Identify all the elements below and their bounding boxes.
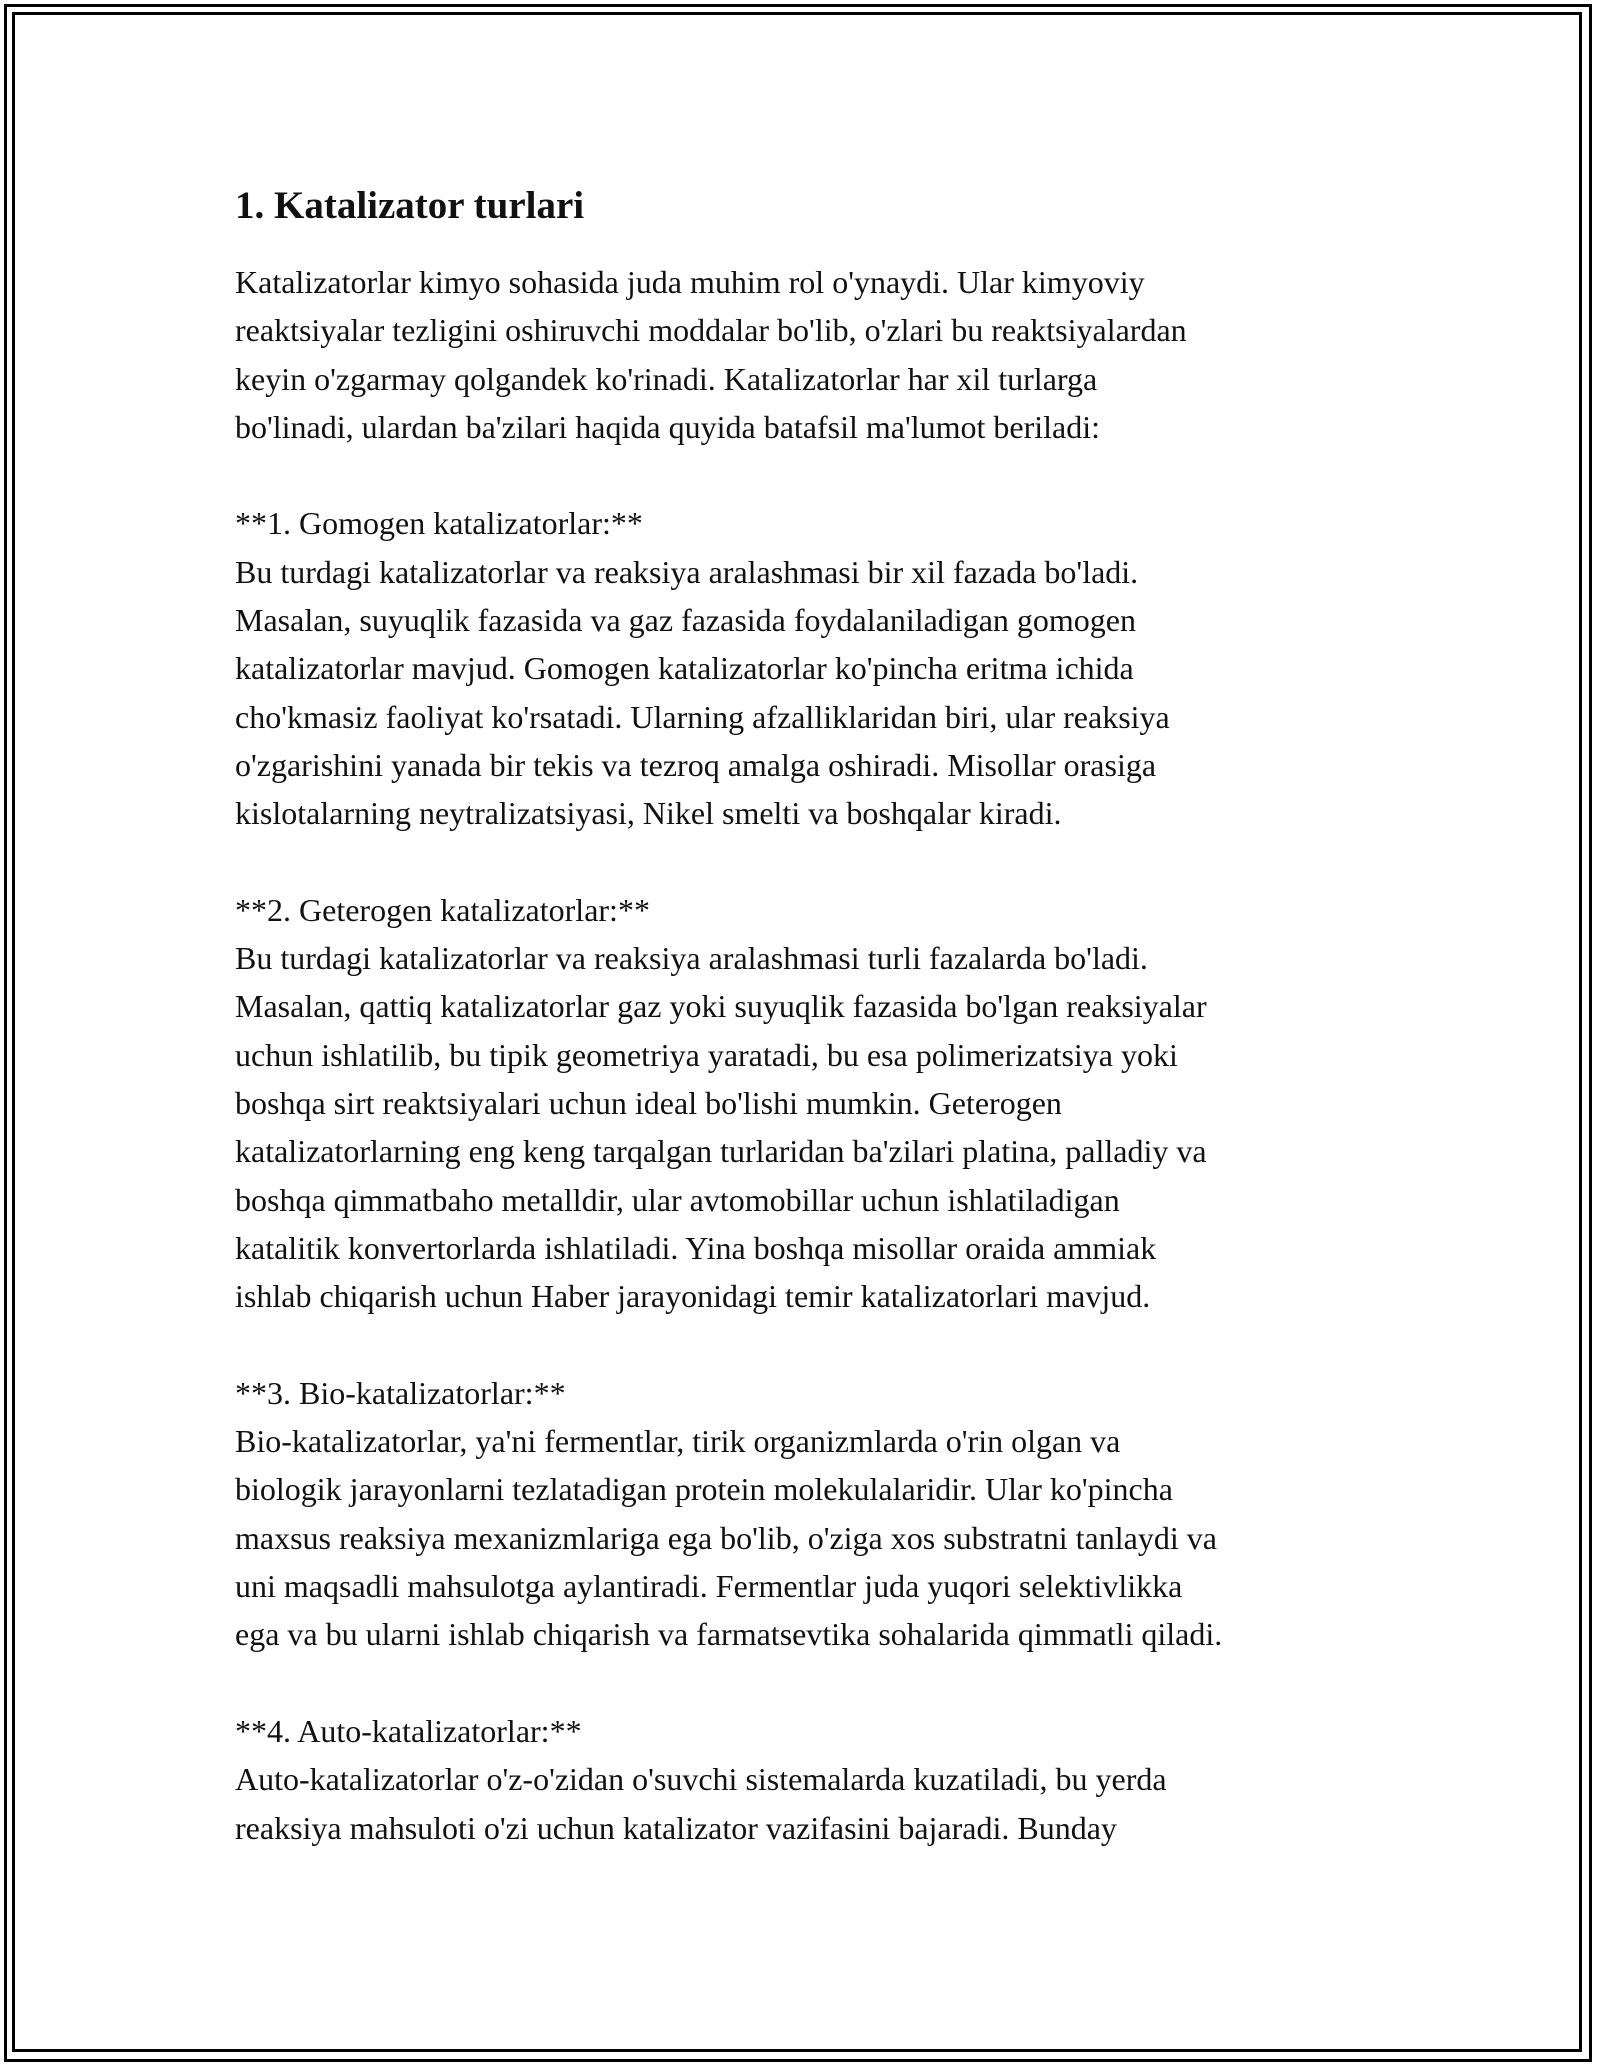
- section-heading: **4. Auto-katalizatorlar:**: [235, 1712, 582, 1749]
- section-gomogen: [235, 499, 1415, 837]
- text-line: uni maqsadli mahsulotga aylantiradi. Fermentlar juda yuqori selektivlikka: [235, 1568, 1183, 1605]
- section-geterogen: [235, 886, 1415, 1321]
- text-line: cho'kmasiz faoliyat ko'rsatadi. Ularning afzalliklaridan biri, ular reaksiya: [235, 698, 1170, 735]
- text-line: biologik jarayonlarni tezlatadigan protein molekulalaridir. Ular ko'pincha: [235, 1471, 1173, 1508]
- text-line: keyin o'zgarmay qolgandek ko'rinadi. Katalizatorlar har xil turlarga: [235, 360, 1098, 397]
- text-line: katalizatorlar mavjud. Gomogen katalizatorlar ko'pincha eritma ichida: [235, 650, 1134, 687]
- text-line: bo'linadi, ulardan ba'zilari haqida quyida batafsil ma'lumot beriladi:: [235, 408, 1101, 445]
- section-heading: **2. Geterogen katalizatorlar:**: [235, 891, 650, 928]
- intro-paragraph: [235, 258, 1415, 451]
- text-line: reaktsiyalar tezligini oshiruvchi moddalar bo'lib, o'zlari bu reaktsiyalardan: [235, 312, 1187, 349]
- text-line: katalizatorlarning eng keng tarqalgan turlaridan ba'zilari platina, palladiy va: [235, 1133, 1207, 1170]
- text-line: Bio-katalizatorlar, ya'ni fermentlar, tirik organizmlarda o'rin olgan va: [235, 1423, 1121, 1460]
- text-line: Bu turdagi katalizatorlar va reaksiya aralashmasi bir xil fazada bo'ladi.: [235, 553, 1139, 590]
- text-line: katalitik konvertorlarda ishlatiladi. Yina boshqa misollar oraida ammiak: [235, 1229, 1157, 1266]
- text-line: o'zgarishini yanada bir tekis va tezroq amalga oshiradi. Misollar orasiga: [235, 746, 1157, 783]
- paragraph-gap: [235, 838, 1415, 886]
- text-line: boshqa sirt reaktsiyalari uchun ideal bo'lishi mumkin. Geterogen: [235, 1085, 1062, 1122]
- text-line: ishlab chiqarish uchun Haber jarayonidagi temir katalizatorlari mavjud.: [235, 1278, 1151, 1315]
- section-auto: [235, 1707, 1415, 1852]
- text-line: Bu turdagi katalizatorlar va reaksiya aralashmasi turli fazalarda bo'ladi.: [235, 940, 1148, 977]
- text-line: uchun ishlatilib, bu tipik geometriya yaratadi, bu esa polimerizatsiya yoki: [235, 1036, 1178, 1073]
- section-heading: **1. Gomogen katalizatorlar:**: [235, 505, 643, 542]
- text-line: Auto-katalizatorlar o'z-o'zidan o'suvchi sistemalarda kuzatiladi, bu yerda: [235, 1761, 1167, 1798]
- section-bio: [235, 1369, 1415, 1659]
- paragraph-gap: [235, 451, 1415, 499]
- text-line: Masalan, suyuqlik fazasida va gaz fazasida foydalaniladigan gomogen: [235, 602, 1136, 639]
- document-body: [235, 182, 1415, 1852]
- paragraph-gap: [235, 1659, 1415, 1707]
- text-line: boshqa qimmatbaho metalldir, ular avtomobillar uchun ishlatiladigan: [235, 1181, 1120, 1218]
- text-line: Masalan, qattiq katalizatorlar gaz yoki suyuqlik fazasida bo'lgan reaksiyalar: [235, 988, 1207, 1025]
- text-line: reaksiya mahsuloti o'zi uchun katalizator vazifasini bajaradi. Bunday: [235, 1809, 1117, 1846]
- text-line: kislotalarning neytralizatsiyasi, Nikel smelti va boshqalar kiradi.: [235, 795, 1062, 832]
- paragraph-gap: [235, 1321, 1415, 1369]
- section-heading: **3. Bio-katalizatorlar:**: [235, 1374, 566, 1411]
- text-line: ega va bu ularni ishlab chiqarish va farmatsevtika sohalarida qimmatli qiladi.: [235, 1616, 1223, 1653]
- text-line: Katalizatorlar kimyo sohasida juda muhim rol o'ynaydi. Ular kimyoviy: [235, 264, 1145, 300]
- text-line: maxsus reaksiya mexanizmlariga ega bo'lib, o'ziga xos substratni tanlaydi va: [235, 1519, 1217, 1556]
- document-title: 1. Katalizator turlari: [235, 184, 585, 227]
